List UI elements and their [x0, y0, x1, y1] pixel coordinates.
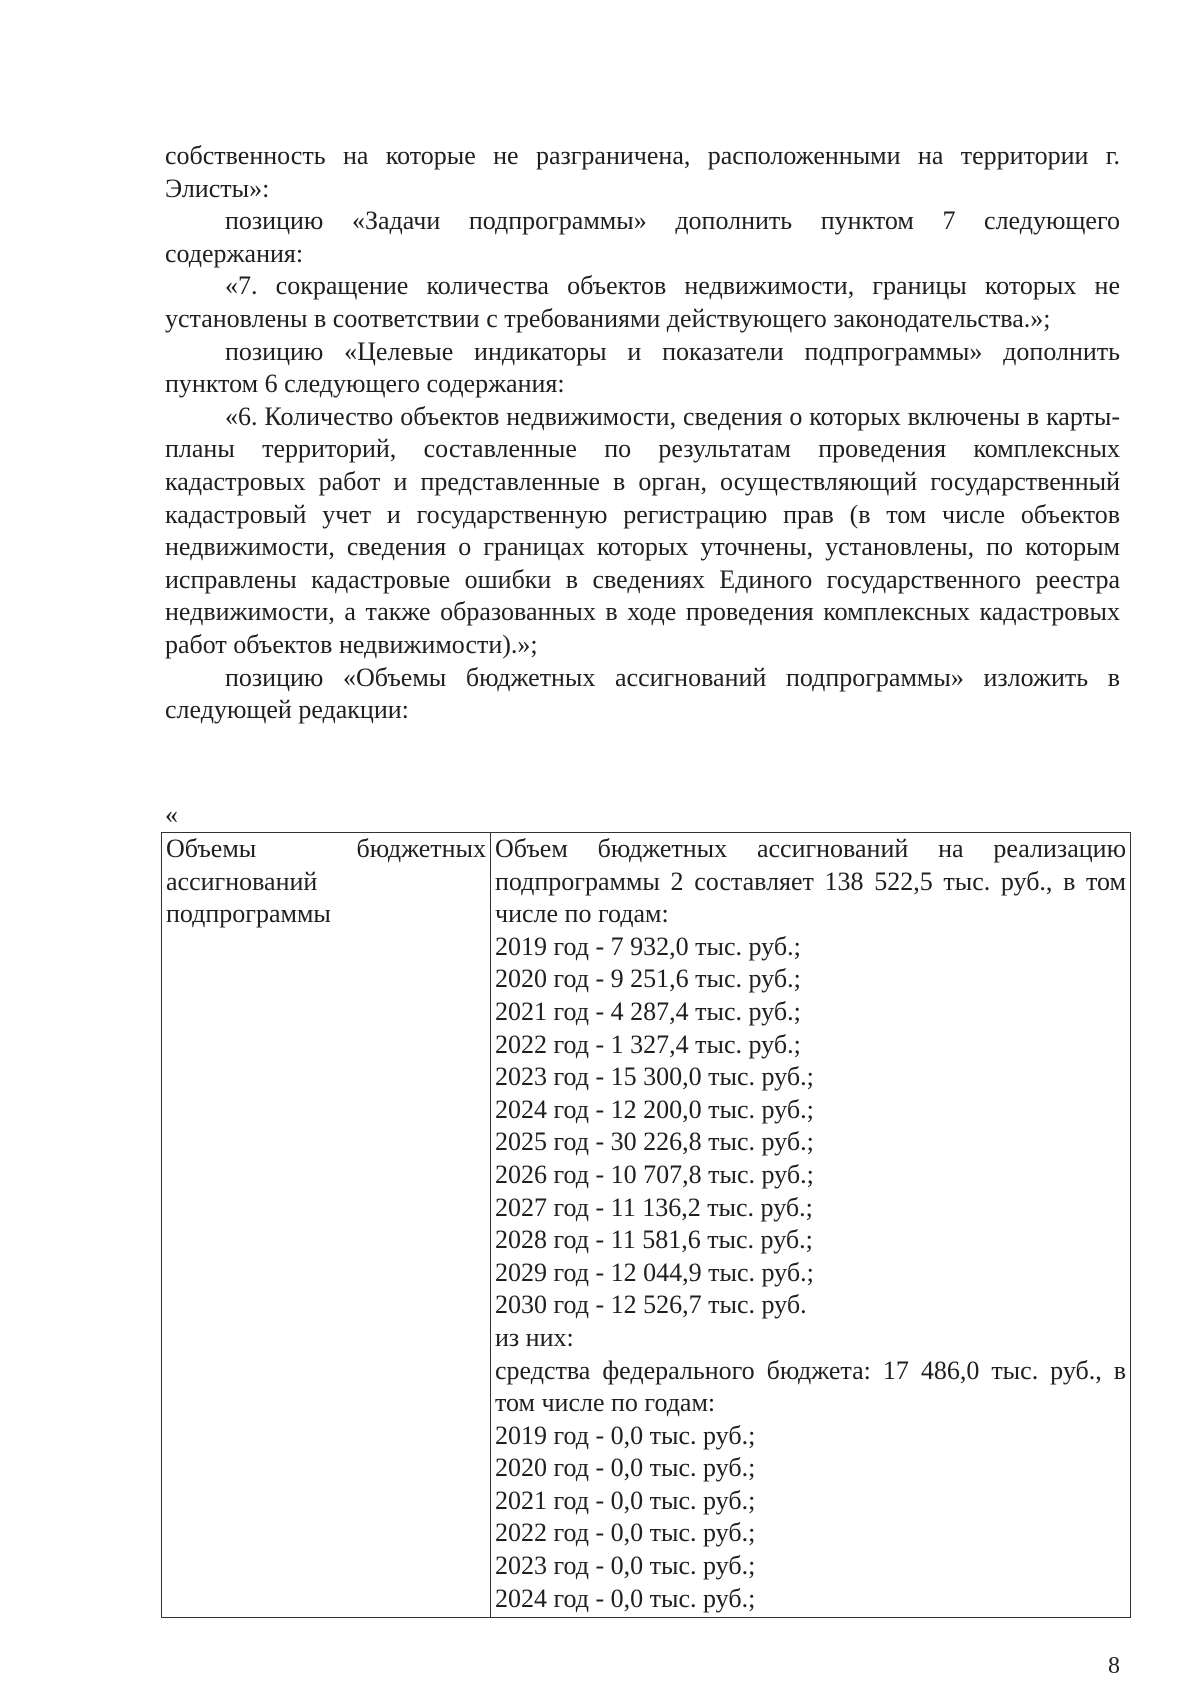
paragraph: позицию «Задачи подпрограммы» дополнить пунктом 7 следующего содержания: [165, 206, 1120, 268]
year-federal-line: 2023 год - 0,0 тыс. руб.; [495, 1551, 756, 1581]
year-total-line: 2023 год - 15 300,0 тыс. руб.; [495, 1062, 814, 1092]
budget-table [161, 832, 1131, 1618]
year-federal-line: 2019 год - 0,0 тыс. руб.; [495, 1420, 756, 1450]
year-total-line: 2020 год - 9 251,6 тыс. руб.; [495, 964, 801, 994]
year-total-line: 2019 год - 7 932,0 тыс. руб.; [495, 931, 801, 961]
page-number: 8 [1108, 1653, 1120, 1679]
year-total-line: 2028 год - 11 581,6 тыс. руб.; [495, 1225, 813, 1255]
label-line: ассигнований [166, 866, 318, 896]
table-cell-label [162, 833, 491, 1618]
paragraph: «6. Количество объектов недвижимости, сведения о которых включены в карты-планы территорий, составленные по результатам проведения комплексных кадастровых работ и представленные в орган, осуществляющий государственный кадастровый учет и государственную регистрацию прав (в том числе объектов недвижимости, сведения о границах которых уточнены, установлены, по которым исправлены кадастровые ошибки в сведениях Единого государственного реестра недвижимости, а также образованных в ходе проведения комплексных кадастровых работ объектов недвижимости).»; [165, 401, 1120, 659]
label-line: подпрограммы [166, 899, 331, 929]
year-total-line: 2025 год - 30 226,8 тыс. руб.; [495, 1127, 814, 1157]
year-total-line: 2022 год - 1 327,4 тыс. руб.; [495, 1029, 801, 1059]
paragraph: позицию «Объемы бюджетных ассигнований подпрограммы» изложить в следующей редакции: [165, 662, 1120, 725]
year-total-line: 2021 год - 4 287,4 тыс. руб.; [495, 996, 801, 1026]
year-total-line: 2027 год - 11 136,2 тыс. руб.; [495, 1192, 813, 1222]
year-total-line: 2029 год - 12 044,9 тыс. руб.; [495, 1257, 814, 1287]
opening-quote: « [165, 800, 178, 829]
paragraph: «7. сокращение количества объектов недвижимости, границы которых не установлены в соответствии с требованиями действующего законодательства.»; [165, 271, 1120, 333]
paragraph: собственность на которые не разграничена, расположенными на территории г. Элисты»: [165, 141, 1120, 203]
budget-intro: Объем бюджетных ассигнований на реализацию подпрограммы 2 составляет 138 522,5 тыс. руб., в том числе по годам: [495, 834, 1126, 929]
table-row [162, 833, 1131, 1618]
of-them-label: из них: [495, 1322, 574, 1352]
year-federal-line: 2024 год - 0,0 тыс. руб.; [495, 1583, 756, 1613]
body-text [165, 140, 1120, 727]
year-federal-line: 2022 год - 0,0 тыс. руб.; [495, 1518, 756, 1548]
year-total-line: 2026 год - 10 707,8 тыс. руб.; [495, 1159, 814, 1189]
year-federal-line: 2020 год - 0,0 тыс. руб.; [495, 1453, 756, 1483]
federal-intro: средства федерального бюджета: 17 486,0 тыс. руб., в том числе по годам: [495, 1355, 1126, 1418]
year-total-line: 2024 год - 12 200,0 тыс. руб.; [495, 1094, 814, 1124]
year-total-line: 2030 год - 12 526,7 тыс. руб. [495, 1290, 807, 1320]
year-federal-line: 2021 год - 0,0 тыс. руб.; [495, 1485, 756, 1515]
table-cell-content [491, 833, 1131, 1618]
paragraph: позицию «Целевые индикаторы и показатели подпрограммы» дополнить пунктом 6 следующего содержания: [165, 336, 1120, 399]
label-line: Объемы бюджетных [166, 834, 486, 863]
